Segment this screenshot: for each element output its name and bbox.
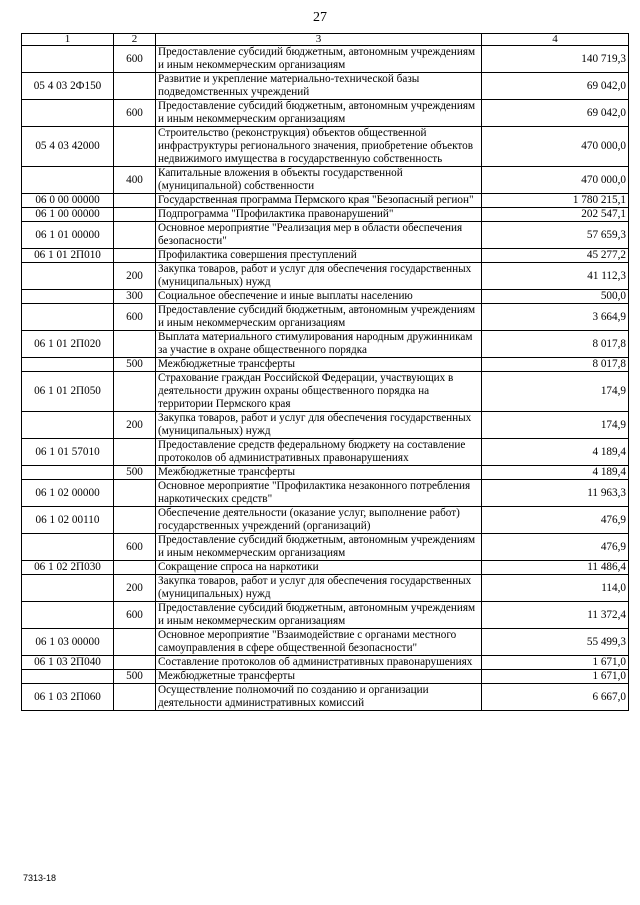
row-code-cell — [22, 602, 114, 629]
budget-table — [21, 33, 629, 711]
row-sum-cell: 3 664,9 — [482, 304, 629, 331]
row-expense-type-cell: 600 — [114, 534, 156, 561]
table-row — [22, 602, 629, 629]
table-row — [22, 127, 629, 167]
row-expense-type-cell: 600 — [114, 46, 156, 73]
table-row — [22, 575, 629, 602]
row-expense-type-cell: 200 — [114, 263, 156, 290]
row-sum-cell: 202 547,1 — [482, 208, 629, 222]
row-name-cell: Строительство (реконструкция) объектов общественной инфраструктуры регионального значения, приобретение объектов недвижимого имущества в государственную собственность — [156, 127, 482, 167]
row-name-cell: Социальное обеспечение и иные выплаты населению — [156, 290, 482, 304]
row-name-cell: Основное мероприятие "Взаимодействие с органами местного самоуправления в сфере общественной безопасности" — [156, 629, 482, 656]
row-code-cell: 06 1 03 2П060 — [22, 684, 114, 711]
row-code-cell: 06 0 00 00000 — [22, 194, 114, 208]
row-code-cell — [22, 290, 114, 304]
row-code-cell: 06 1 01 57010 — [22, 439, 114, 466]
row-name-cell: Государственная программа Пермского края "Безопасный регион" — [156, 194, 482, 208]
row-expense-type-cell — [114, 684, 156, 711]
table-row — [22, 561, 629, 575]
row-code-cell: 06 1 01 00000 — [22, 222, 114, 249]
row-expense-type-cell — [114, 73, 156, 100]
row-sum-cell: 69 042,0 — [482, 73, 629, 100]
row-sum-cell: 4 189,4 — [482, 439, 629, 466]
row-expense-type-cell — [114, 372, 156, 412]
row-sum-cell: 8 017,8 — [482, 331, 629, 358]
table-row — [22, 208, 629, 222]
row-sum-cell: 1 780 215,1 — [482, 194, 629, 208]
table-row — [22, 46, 629, 73]
row-name-cell: Составление протоколов об административных правонарушениях — [156, 656, 482, 670]
row-name-cell: Межбюджетные трансферты — [156, 358, 482, 372]
table-row — [22, 73, 629, 100]
row-name-cell: Межбюджетные трансферты — [156, 670, 482, 684]
row-name-cell: Предоставление субсидий бюджетным, автономным учреждениям и иным некоммерческим организациям — [156, 304, 482, 331]
row-expense-type-cell — [114, 222, 156, 249]
row-sum-cell: 476,9 — [482, 534, 629, 561]
row-code-cell: 06 1 03 00000 — [22, 629, 114, 656]
row-expense-type-cell — [114, 629, 156, 656]
row-expense-type-cell — [114, 507, 156, 534]
table-row — [22, 167, 629, 194]
row-sum-cell: 500,0 — [482, 290, 629, 304]
table-row — [22, 670, 629, 684]
row-code-cell: 06 1 02 2П030 — [22, 561, 114, 575]
table-row — [22, 439, 629, 466]
row-sum-cell: 69 042,0 — [482, 100, 629, 127]
row-code-cell: 06 1 02 00000 — [22, 480, 114, 507]
row-name-cell: Страхование граждан Российской Федерации, участвующих в деятельности дружин охраны общественного порядка на территории Пермского края — [156, 372, 482, 412]
row-expense-type-cell: 500 — [114, 670, 156, 684]
row-code-cell — [22, 46, 114, 73]
row-sum-cell: 174,9 — [482, 372, 629, 412]
column-header: 4 — [482, 34, 629, 46]
row-code-cell — [22, 575, 114, 602]
table-row — [22, 222, 629, 249]
row-expense-type-cell: 200 — [114, 412, 156, 439]
row-sum-cell: 470 000,0 — [482, 127, 629, 167]
row-name-cell: Предоставление субсидий бюджетным, автономным учреждениям и иным некоммерческим организациям — [156, 602, 482, 629]
row-code-cell: 06 1 01 2П020 — [22, 331, 114, 358]
row-code-cell — [22, 534, 114, 561]
row-expense-type-cell: 300 — [114, 290, 156, 304]
column-header: 2 — [114, 34, 156, 46]
table-row — [22, 507, 629, 534]
row-name-cell: Предоставление субсидий бюджетным, автономным учреждениям и иным некоммерческим организациям — [156, 534, 482, 561]
row-sum-cell: 476,9 — [482, 507, 629, 534]
row-sum-cell: 11 963,3 — [482, 480, 629, 507]
row-expense-type-cell — [114, 656, 156, 670]
row-expense-type-cell: 600 — [114, 304, 156, 331]
row-code-cell — [22, 167, 114, 194]
row-sum-cell: 11 372,4 — [482, 602, 629, 629]
row-expense-type-cell — [114, 127, 156, 167]
row-name-cell: Выплата материального стимулирования народным дружинникам за участие в охране общественного порядка — [156, 331, 482, 358]
row-name-cell: Закупка товаров, работ и услуг для обеспечения государственных (муниципальных) нужд — [156, 412, 482, 439]
row-sum-cell: 45 277,2 — [482, 249, 629, 263]
column-header: 1 — [22, 34, 114, 46]
row-expense-type-cell: 500 — [114, 466, 156, 480]
row-name-cell: Капитальные вложения в объекты государственной (муниципальной) собственности — [156, 167, 482, 194]
row-code-cell: 06 1 00 00000 — [22, 208, 114, 222]
row-sum-cell: 1 671,0 — [482, 670, 629, 684]
table-row — [22, 358, 629, 372]
row-code-cell: 06 1 02 00110 — [22, 507, 114, 534]
row-name-cell: Осуществление полномочий по созданию и организации деятельности административных комиссий — [156, 684, 482, 711]
table-row — [22, 466, 629, 480]
row-code-cell — [22, 263, 114, 290]
row-sum-cell: 11 486,4 — [482, 561, 629, 575]
row-name-cell: Подпрограмма "Профилактика правонарушений" — [156, 208, 482, 222]
row-name-cell: Предоставление субсидий бюджетным, автономным учреждениям и иным некоммерческим организациям — [156, 46, 482, 73]
table-row — [22, 629, 629, 656]
row-expense-type-cell — [114, 561, 156, 575]
table-row — [22, 412, 629, 439]
row-sum-cell: 41 112,3 — [482, 263, 629, 290]
row-name-cell: Предоставление средств федеральному бюджету на составление протоколов об административных правонарушениях — [156, 439, 482, 466]
row-expense-type-cell: 600 — [114, 602, 156, 629]
page-number: 27 — [313, 10, 327, 25]
row-sum-cell: 57 659,3 — [482, 222, 629, 249]
row-sum-cell: 1 671,0 — [482, 656, 629, 670]
row-name-cell: Закупка товаров, работ и услуг для обеспечения государственных (муниципальных) нужд — [156, 263, 482, 290]
row-sum-cell: 55 499,3 — [482, 629, 629, 656]
row-code-cell — [22, 358, 114, 372]
table-header-row — [22, 34, 629, 46]
row-expense-type-cell — [114, 480, 156, 507]
row-sum-cell: 140 719,3 — [482, 46, 629, 73]
table-row — [22, 372, 629, 412]
row-sum-cell: 6 667,0 — [482, 684, 629, 711]
table-row — [22, 100, 629, 127]
row-name-cell: Закупка товаров, работ и услуг для обеспечения государственных (муниципальных) нужд — [156, 575, 482, 602]
table-row — [22, 534, 629, 561]
column-header: 3 — [156, 34, 482, 46]
row-code-cell: 06 1 03 2П040 — [22, 656, 114, 670]
row-expense-type-cell — [114, 331, 156, 358]
row-name-cell: Предоставление субсидий бюджетным, автономным учреждениям и иным некоммерческим организациям — [156, 100, 482, 127]
row-code-cell: 05 4 03 2Ф150 — [22, 73, 114, 100]
table-row — [22, 249, 629, 263]
row-code-cell — [22, 412, 114, 439]
table-row — [22, 331, 629, 358]
row-name-cell: Основное мероприятие "Профилактика незаконного потребления наркотических средств" — [156, 480, 482, 507]
row-expense-type-cell — [114, 249, 156, 263]
document-code: 7313-18 — [23, 873, 57, 883]
row-expense-type-cell: 600 — [114, 100, 156, 127]
table-row — [22, 194, 629, 208]
row-code-cell: 05 4 03 42000 — [22, 127, 114, 167]
row-name-cell: Профилактика совершения преступлений — [156, 249, 482, 263]
table-row — [22, 263, 629, 290]
row-name-cell: Межбюджетные трансферты — [156, 466, 482, 480]
row-code-cell — [22, 466, 114, 480]
table-row — [22, 480, 629, 507]
row-code-cell — [22, 100, 114, 127]
table-row — [22, 656, 629, 670]
row-name-cell: Основное мероприятие "Реализация мер в области обеспечения безопасности" — [156, 222, 482, 249]
table-row — [22, 684, 629, 711]
row-expense-type-cell: 200 — [114, 575, 156, 602]
row-expense-type-cell — [114, 208, 156, 222]
row-expense-type-cell — [114, 439, 156, 466]
row-sum-cell: 4 189,4 — [482, 466, 629, 480]
row-name-cell: Сокращение спроса на наркотики — [156, 561, 482, 575]
row-sum-cell: 470 000,0 — [482, 167, 629, 194]
row-expense-type-cell: 400 — [114, 167, 156, 194]
row-sum-cell: 114,0 — [482, 575, 629, 602]
table-row — [22, 304, 629, 331]
row-code-cell — [22, 304, 114, 331]
row-name-cell: Развитие и укрепление материально-технической базы подведомственных учреждений — [156, 73, 482, 100]
table-row — [22, 290, 629, 304]
row-expense-type-cell: 500 — [114, 358, 156, 372]
row-sum-cell: 8 017,8 — [482, 358, 629, 372]
row-code-cell: 06 1 01 2П010 — [22, 249, 114, 263]
row-sum-cell: 174,9 — [482, 412, 629, 439]
row-expense-type-cell — [114, 194, 156, 208]
row-name-cell: Обеспечение деятельности (оказание услуг, выполнение работ) государственных учреждений (организаций) — [156, 507, 482, 534]
row-code-cell: 06 1 01 2П050 — [22, 372, 114, 412]
row-code-cell — [22, 670, 114, 684]
